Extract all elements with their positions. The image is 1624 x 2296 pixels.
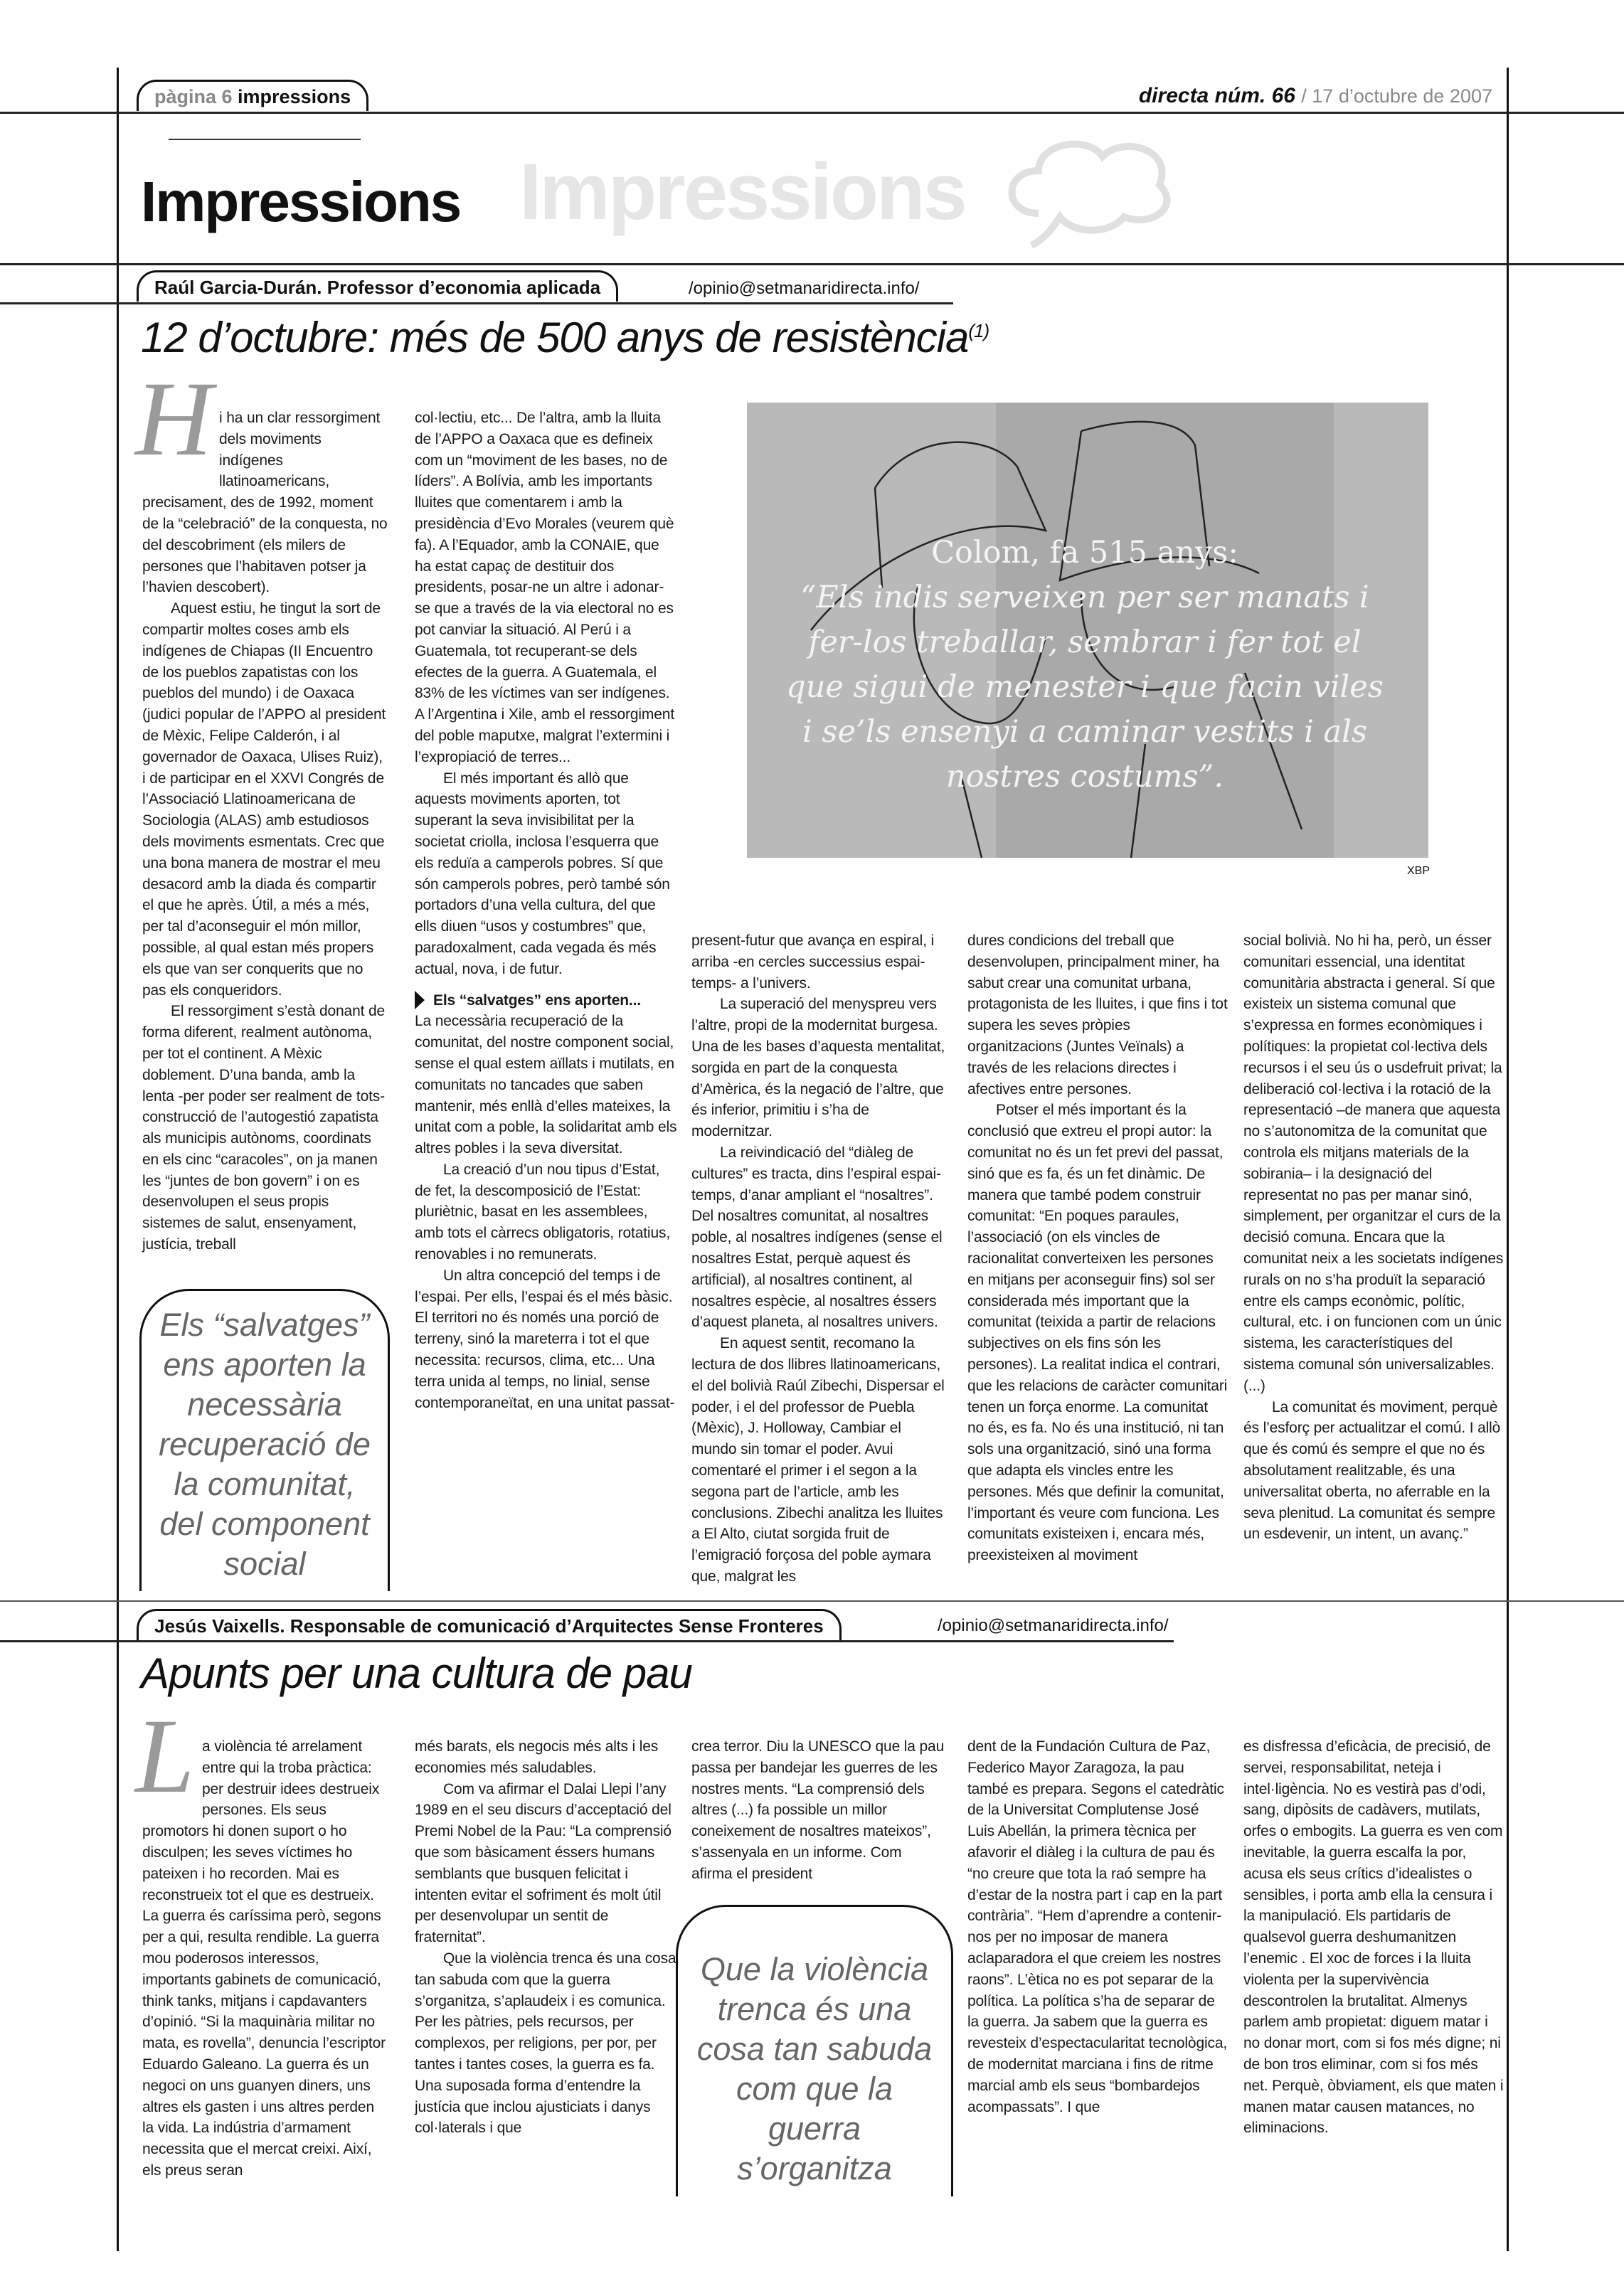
paragraph: i ha un clar ressorgiment dels moviments indígenes llatinoamericans, precisament, des de 1992, moment de la “celebració” de la conquesta, no del descobriment (els milers de persones que l’habitaven potser ja l’havien descobert). bbox=[142, 410, 388, 596]
paragraph: La comunitat és moviment, perquè és l’esforç per actualitzar el comú. I allò que és comú és sempre el que no és absolutament realitzable, és una universalitat oberta, no aferrable en la seva plenitud. La comunitat és sempre un esdevenir, un intent, un avanç.” bbox=[1243, 1398, 1501, 1543]
pull-quote-2: Que la violència trenca és una cosa tan sabuda com que la guerra s’organitza bbox=[676, 1905, 953, 2196]
publication-name: directa núm. 66 bbox=[1138, 84, 1295, 107]
author-tab: Raúl Garcia-Durán. Professor d’economia aplicada bbox=[137, 270, 618, 302]
contact-email[interactable]: /opinio@setmanaridirecta.info/ bbox=[689, 279, 920, 298]
quote-text: “Els indis serveixen per ser manats i fer-los treballar, sembrar i fer tot el que sigui de menester i que facin viles i se’ls ensenyi a caminar vestits i als nostres costums”. bbox=[786, 580, 1384, 794]
section-title-watermark: Impressions bbox=[519, 147, 965, 236]
article2-column-3 bbox=[691, 1736, 946, 1885]
article1-column-3 bbox=[691, 930, 946, 1588]
speech-cloud-icon bbox=[996, 128, 1181, 249]
article-title-2: Apunts per una cultura de pau bbox=[141, 1649, 692, 1697]
page-border-right bbox=[1507, 68, 1509, 2251]
paragraph: crea terror. Diu la UNESCO que la pau passa per bandejar les guerres de les nostres ments. “La comprensió dels altres (...) fa possible un millor coneixement de nosaltres mateixos”, s’assenyala en un informe. Com afirma el president bbox=[691, 1738, 945, 1882]
page-number: pàgina 6 bbox=[154, 86, 233, 107]
article2-column-1 bbox=[142, 1736, 388, 2181]
contact-email-2[interactable]: /opinio@setmanaridirecta.info/ bbox=[938, 1616, 1169, 1635]
illustration-quote bbox=[782, 531, 1387, 799]
paragraph: més barats, els negocis més alts i les economies més saludables. bbox=[415, 1738, 659, 1776]
paragraph: col·lectiu, etc... De l’altra, amb la lluita de l’APPO a Oaxaca que es defineix com un “moviment de les bases, no de líders”. A Bolívia, amb les importants lluites que comentarem i amb la presidència d’Evo Morales (veurem què fa). A l’Equador, amb la CONAIE, que ha estat capaç de destituir dos presidents, posar-ne un altre i adonar-se que a través de la via electoral no es pot canviar la situació. Al Perú i a Guatemala, tot recuperant-se dels efectes de la guerra. A Guatemala, el 83% de les víctimes van ser indígenes. A l’Argentina i Xile, amb el ressorgiment del poble maputxe, malgrat l’extermini i l’expropiació de terres... bbox=[415, 410, 675, 765]
article2-column-5 bbox=[1243, 1736, 1504, 2139]
header-rule bbox=[0, 112, 1624, 114]
paragraph: present-futur que avança en espiral, i arriba -en cercles successius espai-temps- a l’univers. bbox=[691, 932, 935, 992]
paragraph: La reivindicació del “diàleg de cultures” es tracta, dins l’espiral espai-temps, d’anar ampliant el “nosaltres”. Del nosaltres comunitat, al nosaltres poble, al nosaltres indígenes (sense el nosaltres Estat, perquè aquest és artificial), al nosaltres continent, al nosaltres espècie, al nosaltres éssers d’aquest planeta, al nosaltres univers. bbox=[691, 1144, 943, 1331]
paragraph: dures condicions del treball que desenvolupen, principalment miner, ha sabut crear una comunitat urbana, protagonista de les lluites, i que fins i tot supera les seves pròpies organitzacions (Juntes Veïnals) a través de les relacions directes i afectives entre persones. bbox=[967, 932, 1228, 1097]
paragraph: dent de la Fundación Cultura de Paz, Federico Mayor Zaragoza, la pau també es prepara. Segons el catedràtic de la Universitat Complutense José Luis Abellán, la primera tècnica per afavorir el diàleg i la cultura de pau és “no creure que tota la raó sempre ha d’estar de la nostra part i cap en la part contrària”. “Hem d’aprendre a contenir-nos per no imposar de manera aclaparadora el que creiem les nostres raons”. L’ètica no es pot separar de la política. La política s’ha de separar de la guerra. Ja sabem que la guerra es revesteix d’espectacularitat tecnològica, de modernitat marciana i fins de ritme marcial amb els seus “bombardejos acompassats”. I que bbox=[967, 1738, 1228, 2115]
paragraph: Potser el més important és la conclusió que extreu el propi autor: la comunitat no és un fet previ del passat, sinó que es fa, és un fet dinàmic. De manera que també podem construir comunitat: “En poques paraules, l’associació (on els vincles de racionalitat converteixen les persones en mitjans per aconseguir fins) sol ser considerada més important que la comunitat (teixida a partir de relacions subjectives on els fins són les persones). La realitat indica el contrari, que les relacions de caràcter comunitari tenen un força enorme. La comunitat no és, es fa. No és una institució, ni tan sols una organització, sinó una forma que adapta els vincles entre les persones. Més que definir la comunitat, l’important és veure com funciona. Les comunitats existeixen i, encara més, preexisteixen al moviment bbox=[967, 1102, 1228, 1564]
section-title: Impressions bbox=[141, 170, 461, 233]
paragraph: Un altra concepció del temps i de l’espai. Per ells, l’espai és el més bàsic. El territori no és només una porció de terreny, sinó la mareterra i tot el que necessita: recursos, clima, etc... Una terra unida al temps, no linial, sense contemporaneïtat, en una unitat passat- bbox=[415, 1267, 675, 1411]
title-text: 12 d’octubre: més de 500 anys de resistència bbox=[141, 314, 969, 361]
article1-column-4 bbox=[967, 930, 1228, 1566]
photo-credit: XBP bbox=[1407, 865, 1431, 877]
page-section-tab bbox=[137, 80, 368, 111]
quote-intro: Colom, fa 515 anys: bbox=[931, 535, 1238, 570]
paragraph: La creació d’un nou tipus d’Estat, de fet, la descomposició de l’Estat: pluriètnic, basat en les assemblees, amb tots el càrrecs obligatoris, rotatius, renovables i no remunerats. bbox=[415, 1161, 671, 1263]
paragraph: Que la violència trenca és una cosa tan sabuda com que la guerra s’organitza, s’aplaudeix i es comunica. Per les pàtries, pels recursos, per complexos, per religions, per por, per tantes i tantes coses, la guerra es fa. Una suposada forma d’entendre la justícia que inclou ajusticiats i danys col·laterals i que bbox=[415, 1950, 676, 2137]
paragraph: El més important és allò que aquests moviments aporten, tot superant la seva invisibilitat per la societat criolla, inclosa l’esquerra que els reduïa a camperols pobres. Sí que són camperols pobres, però també són portadors d’una vella cultura, del que ells diuen “usos y costumbres” que, paradoxalment, cada vegada és més actual, nova, i de futur. bbox=[415, 770, 670, 977]
publication-date: / 17 d’octubre de 2007 bbox=[1301, 85, 1492, 107]
author-tab-2: Jesús Vaixells. Responsable de comunicació d’Arquitectes Sense Fronteres bbox=[137, 1609, 842, 1640]
publication-info bbox=[1139, 84, 1492, 108]
paragraph: En aquest sentit, recomano la lectura de dos llibres llatinoamericans, el del bolivià Raúl Zibechi, Dispersar el poder, i el del professor de Puebla (Mèxic), J. Holloway, Cambiar el mundo sin tomar el poder. Avui comentaré el primer i el segon a la segona part de l’article, amb les conclusions. Zibechi analitza les lluites a El Alto, ciutat sorgida fruit de l’emigració forçosa del poble aymara que, malgrat les bbox=[691, 1335, 945, 1585]
heading-underline bbox=[169, 139, 361, 140]
byline-rule-2 bbox=[0, 1640, 1174, 1642]
footnote-marker: (1) bbox=[968, 320, 989, 341]
paragraph: Aquest estiu, he tingut la sort de compartir moltes coses amb els indígenes de Chiapas (II Encuentro de los pueblos zapatistas con los pueblos del mundo) i de Oaxaca (judici popular de l’APPO al president de Mèxic, Felipe Calderón, i al governador de Oaxaca, Ulises Ruiz), i de participar en el XXVI Congrés de l’Associació Llatinoamericana de Sociologia (ALAS) amb estudiosos dels moviments esmentats. Crec que una bona manera de mostrar el meu desacord amb la diada és compartir el que he après. Útil, a més a més, per tal d’aconseguir el món millor, possible, al qual estan més propers els que van ser conquerits que no pas els conqueridors. bbox=[142, 600, 386, 999]
article-divider bbox=[0, 1600, 1624, 1602]
illustration bbox=[747, 403, 1428, 858]
subheading: Els “salvatges” ens aporten... bbox=[415, 990, 678, 1011]
pull-quote: Els “salvatges” ens aporten la necessària recuperació de la comunitat, del component social bbox=[139, 1289, 390, 1591]
paragraph: El ressorgiment s’està donant de forma diferent, realment autònoma, per tot el continent. A Mèxic doblement. D’una banda, amb la lenta -per poder ser realment de tots- construcció de l’autogestió zapatista als municipis autònoms, coordinats en els cinc “caracoles”, on ja manen les “juntes de bon govern” i on es desenvolupen el seus propis sistemes de salut, ensenyament, justícia, treball bbox=[142, 1003, 386, 1253]
article1-column-1 bbox=[142, 408, 388, 1255]
section-rule bbox=[0, 263, 1624, 265]
article1-column-2 bbox=[415, 408, 678, 1413]
paragraph: a violència té arrelament entre qui la troba pràctica: per destruir idees destrueix persones. Els seus promotors hi donen suport o ho disculpen; les seves víctimes ho pateixen i ho recorden. Mai es reconstrueix tot el que es destrueix. La guerra és caríssima però, segons per a qui, resulta rendible. La guerra mou poderosos interessos, importants gabinets de comunicació, think tanks, mitjans i capdavanters d’opinió. “Si la maquinària militar no mata, es rovella”, denuncia l’escriptor Eduardo Galeano. La guerra és un negoci on uns guanyen diners, uns altres els gasten i uns altres perden la vida. La indústria d’armament necessita que el mercat creixi. Així, els preus seran bbox=[142, 1738, 386, 2179]
paragraph: La necessària recuperació de la comunitat, del nostre component social, sense el qual estem aïllats i mutilats, en comunitats no tancades que saben mantenir, més enllà d’elles mateixes, la unitat com a poble, la solidaritat amb els altres pobles i la seva diversitat. bbox=[415, 1013, 677, 1157]
byline-rule bbox=[0, 302, 953, 304]
drop-cap-2: L bbox=[135, 1697, 195, 1815]
article2-column-4 bbox=[967, 1736, 1228, 2117]
article2-column-2 bbox=[415, 1736, 678, 2139]
paragraph: social bolivià. No hi ha, però, un ésser comunitari essencial, una identitat comunitària abstracta i general. Sí que existeix un sistema comunal que s’expressa en formes econòmiques i polítiques: la propietat col·lectiva dels recursos i el seu ús o usdefruit privat; la deliberació col·lectiva i la rotació de la representació –de manera que aquesta no s’autonomitza de la comunitat que controla els mitjans materials de la sobirania– i la designació del representat no pas per manar sinó, simplement, per organitzar el curs de la decisió comuna. Encara que la comunitat neix a les societats indígenes rurals on no s’ha produït la separació entre els camps econòmic, polític, cultural, etc. i on funcionen com un únic sistema, les característiques del sistema comunal són universalizables. (...) bbox=[1243, 932, 1504, 1394]
drop-cap: H bbox=[135, 360, 213, 478]
page-border-left bbox=[117, 68, 119, 2251]
section-name: impressions bbox=[238, 86, 351, 107]
article1-column-5 bbox=[1243, 930, 1504, 1545]
paragraph: Com va afirmar el Dalai Llepi l’any 1989 en el seu discurs d’acceptació del Premi Nobel de la Pau: “La comprensió que som bàsicament éssers humans semblants que busquen felicitat i intenten evitar el sofriment és molt útil per desenvolupar un sentit de fraternitat”. bbox=[415, 1780, 672, 1946]
article-title bbox=[141, 313, 989, 362]
paragraph: La superació del menyspreu vers l’altre, propi de la modernitat burgesa. Una de les bases d’aquesta mentalitat, sorgida en part de la conquesta d’Amèrica, és la negació de l’altre, que és inferior, primitiu i s’ha de modernitzar. bbox=[691, 996, 945, 1140]
paragraph: es disfressa d’eficàcia, de precisió, de servei, responsabilitat, neteja i intel·ligència. No es vestirà pas d’odi, sang, dipòsits de cadàvers, mutilats, orfes o embogits. La guerra es ven com inevitable, la guerra escalfa la por, acusa els seus crítics d’idealistes o sensibles, i porta amb ella la censura i la manipulació. Els partidaris de qualsevol guerra deshumanitzen l’enemic . El xoc de forces i la lluita violenta per la supervivència descontrolen la brutalitat. Almenys parlem amb propietat: diguem matar i no donar mort, com si fos més digne; ni de bon tros eliminar, com si fos més net. Perquè, òbviament, els que maten i manen matar causen matances, no eliminacions. bbox=[1243, 1738, 1504, 2137]
